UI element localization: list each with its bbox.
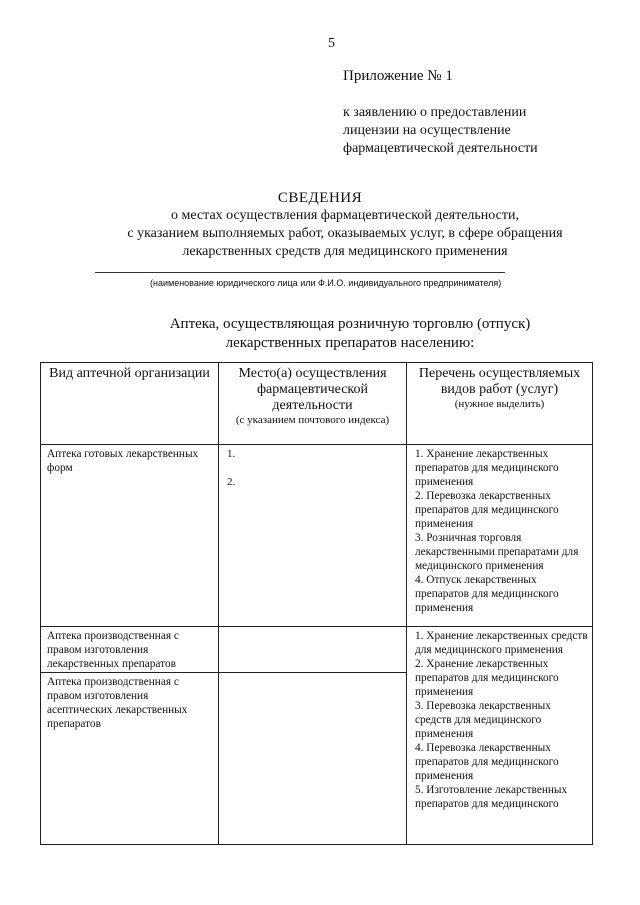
applicant-name-caption: (наименование юридического лица или Ф.И.О. индивидуального предпринимателя) (150, 278, 502, 288)
header-places (219, 363, 406, 429)
service-item[interactable]: 4. Отпуск лекарственных препаратов для медицинского применения (415, 574, 559, 614)
row3-type: Аптека производственная с правом изготовления асептических лекарственных препаратов (47, 676, 188, 730)
appendix-subtitle-line: фармацевтической деятельности (343, 141, 538, 156)
header-services (407, 363, 592, 413)
type-cell (41, 627, 219, 673)
appendix-subtitle-line: лицензии на осуществление (343, 123, 511, 138)
service-item[interactable]: 1. Хранение лекарственных препаратов для медицинского применения (415, 448, 559, 488)
service-item[interactable]: 3. Перевозка лекарственных средств для медицинского применения (415, 700, 551, 740)
applicant-name-line[interactable] (95, 272, 505, 273)
header-cell (407, 363, 593, 445)
places-cell[interactable] (219, 445, 407, 627)
appendix-subtitle (343, 104, 603, 158)
header-services-label: Перечень осуществляемых видов работ (услуг) (418, 366, 581, 397)
section-heading-line: Аптека, осуществляющая розничную торговлю (отпуск) (169, 316, 531, 332)
appendix-title: Приложение № 1 (343, 68, 453, 84)
row1-places (219, 445, 406, 504)
appendix-subtitle-line: к заявлению о предоставлении (343, 105, 527, 120)
header-places-label: Место(а) осуществления фармацевтической деятельности (238, 366, 387, 413)
service-item[interactable]: 3. Розничная торговля лекарственными препаратами для медицинского применения (415, 532, 579, 572)
row1-type: Аптека готовых лекарственных форм (47, 448, 199, 474)
places-cell[interactable] (219, 673, 407, 845)
header-places-note: (с указанием почтового индекса) (235, 414, 390, 426)
places-cell[interactable] (219, 627, 407, 673)
service-item[interactable]: 2. Перевозка лекарственных препаратов для медицинского применения (415, 490, 559, 530)
table-row (41, 445, 593, 627)
service-item[interactable]: 5. Изготовление лекарственных препаратов для медицинского (415, 784, 568, 810)
page-number: 5 (328, 36, 335, 51)
header-cell (41, 363, 219, 445)
service-item[interactable]: 2. Хранение лекарственных препаратов для медицинского применения (415, 658, 559, 698)
service-item[interactable]: 4. Перевозка лекарственных препаратов для медицинского применения (415, 742, 559, 782)
type-cell (41, 673, 219, 845)
document-subtitle-line: с указанием выполняемых работ, оказываемых услуг, в сфере обращения (127, 226, 563, 241)
row2-type: Аптека производственная с правом изготовления лекарственных препаратов (47, 630, 179, 670)
section-heading (130, 315, 570, 353)
type-cell (41, 445, 219, 627)
document-subtitle (95, 207, 595, 261)
document-subtitle-line: о местах осуществления фармацевтической деятельности, (171, 208, 519, 223)
header-type: Вид аптечной организации (49, 366, 210, 381)
document-subtitle-line: лекарственных средств для медицинского применения (182, 244, 508, 259)
section-heading-line: лекарственных препаратов населению: (225, 335, 475, 351)
row1-services (407, 445, 592, 616)
shared-services (407, 627, 592, 812)
services-cell (407, 627, 593, 845)
header-services-note: (нужное выделить) (454, 398, 545, 410)
service-item[interactable]: 1. Хранение лекарственных средств для медицинского применения (415, 630, 588, 656)
document-title: СВЕДЕНИЯ (277, 190, 363, 206)
place-entry[interactable]: 1. (227, 448, 236, 460)
services-cell (407, 445, 593, 627)
pharmacy-table (40, 362, 593, 845)
table-header-row (41, 363, 593, 445)
table-row (41, 627, 593, 673)
place-entry[interactable]: 2. (227, 476, 236, 488)
header-cell (219, 363, 407, 445)
